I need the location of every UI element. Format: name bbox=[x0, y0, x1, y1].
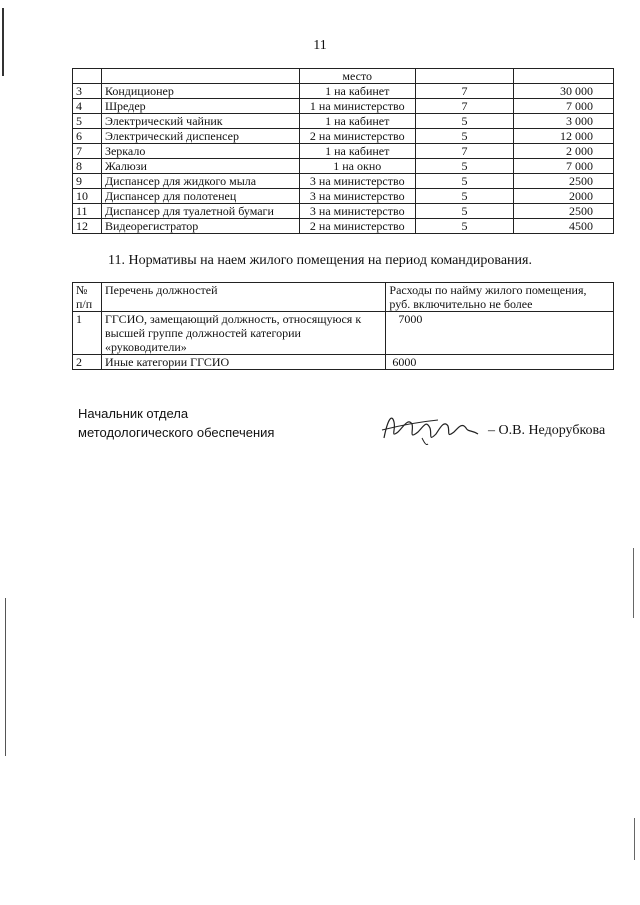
cell-name: Видеорегистратор bbox=[101, 219, 299, 234]
housing-norms-table bbox=[72, 282, 614, 370]
equipment-norms-table bbox=[72, 68, 614, 234]
cell-price: 7 000 bbox=[514, 99, 614, 114]
table-cell: место bbox=[299, 69, 415, 84]
cell-norm: 3 на министерство bbox=[299, 204, 415, 219]
cell-price: 2500 bbox=[514, 174, 614, 189]
cell-num: 3 bbox=[73, 84, 102, 99]
cell-norm: 1 на кабинет bbox=[299, 144, 415, 159]
cell-num: 4 bbox=[73, 99, 102, 114]
cell-name: Кондиционер bbox=[101, 84, 299, 99]
header-num: № п/п bbox=[73, 283, 102, 312]
table-row bbox=[73, 355, 614, 370]
table-row bbox=[73, 144, 614, 159]
cell-years: 5 bbox=[415, 174, 514, 189]
table-row bbox=[73, 219, 614, 234]
table-row bbox=[73, 189, 614, 204]
cell-norm: 1 на кабинет bbox=[299, 84, 415, 99]
row-amount: 7000 bbox=[386, 312, 614, 355]
table-row bbox=[73, 114, 614, 129]
scan-edge-mark bbox=[5, 598, 6, 756]
cell-num: 10 bbox=[73, 189, 102, 204]
cell-name: Диспансер для жидкого мыла bbox=[101, 174, 299, 189]
cell-norm: 1 на министерство bbox=[299, 99, 415, 114]
cell-num: 9 bbox=[73, 174, 102, 189]
cell-name: Жалюзи bbox=[101, 159, 299, 174]
signatory-title bbox=[78, 404, 274, 442]
cell-years: 5 bbox=[415, 159, 514, 174]
cell-norm: 3 на министерство bbox=[299, 189, 415, 204]
scan-edge-mark bbox=[634, 818, 635, 860]
cell-years: 7 bbox=[415, 99, 514, 114]
cell-norm: 2 на министерство bbox=[299, 219, 415, 234]
cell-price: 3 000 bbox=[514, 114, 614, 129]
cell-name: Зеркало bbox=[101, 144, 299, 159]
cell-num: 8 bbox=[73, 159, 102, 174]
table-cell bbox=[514, 69, 614, 84]
cell-num: 12 bbox=[73, 219, 102, 234]
cell-price: 2 000 bbox=[514, 144, 614, 159]
table-row bbox=[73, 312, 614, 355]
row-position: ГГСИО, замещающий должность, относящуюся к высшей группе должностей категории «руководители» bbox=[101, 312, 385, 355]
cell-name: Электрический диспенсер bbox=[101, 129, 299, 144]
table-row bbox=[73, 99, 614, 114]
signatory-title-line2: методологического обеспечения bbox=[78, 425, 275, 440]
cell-years: 7 bbox=[415, 144, 514, 159]
row-num: 1 bbox=[73, 312, 102, 355]
cell-years: 5 bbox=[415, 189, 514, 204]
table-row bbox=[73, 69, 614, 84]
table-cell bbox=[415, 69, 514, 84]
signatory-title-line1: Начальник отдела bbox=[78, 406, 189, 421]
cell-price: 4500 bbox=[514, 219, 614, 234]
cell-price: 12 000 bbox=[514, 129, 614, 144]
handwritten-signature bbox=[378, 408, 490, 448]
cell-years: 7 bbox=[415, 84, 514, 99]
cell-num: 7 bbox=[73, 144, 102, 159]
page-number: 11 bbox=[313, 38, 327, 53]
cell-norm: 1 на кабинет bbox=[299, 114, 415, 129]
table-cell bbox=[101, 69, 299, 84]
cell-years: 5 bbox=[415, 219, 514, 234]
cell-price: 2500 bbox=[514, 204, 614, 219]
table-row bbox=[73, 129, 614, 144]
row-position: Иные категории ГГСИО bbox=[101, 355, 385, 370]
cell-num: 6 bbox=[73, 129, 102, 144]
scan-edge-mark bbox=[633, 548, 634, 618]
table-cell bbox=[73, 69, 102, 84]
table-row bbox=[73, 84, 614, 99]
cell-price: 7 000 bbox=[514, 159, 614, 174]
table-row bbox=[73, 174, 614, 189]
cell-name: Диспансер для туалетной бумаги bbox=[101, 204, 299, 219]
cell-price: 2000 bbox=[514, 189, 614, 204]
header-expenses: Расходы по найму жилого помещения, руб. включительно не более bbox=[386, 283, 614, 312]
cell-price: 30 000 bbox=[514, 84, 614, 99]
section-heading: 11. Нормативы на наем жилого помещения на период командирования. bbox=[108, 253, 532, 268]
cell-norm: 2 на министерство bbox=[299, 129, 415, 144]
cell-name: Электрический чайник bbox=[101, 114, 299, 129]
cell-num: 5 bbox=[73, 114, 102, 129]
cell-norm: 1 на окно bbox=[299, 159, 415, 174]
cell-name: Диспансер для полотенец bbox=[101, 189, 299, 204]
cell-name: Шредер bbox=[101, 99, 299, 114]
table-header-row bbox=[73, 283, 614, 312]
cell-years: 5 bbox=[415, 129, 514, 144]
table-row bbox=[73, 204, 614, 219]
cell-years: 5 bbox=[415, 204, 514, 219]
table-row bbox=[73, 159, 614, 174]
cell-norm: 3 на министерство bbox=[299, 174, 415, 189]
cell-num: 11 bbox=[73, 204, 102, 219]
row-amount: 6000 bbox=[386, 355, 614, 370]
cell-years: 5 bbox=[415, 114, 514, 129]
row-num: 2 bbox=[73, 355, 102, 370]
signatory-name: – О.В. Недорубкова bbox=[488, 423, 606, 438]
header-positions: Перечень должностей bbox=[101, 283, 385, 312]
